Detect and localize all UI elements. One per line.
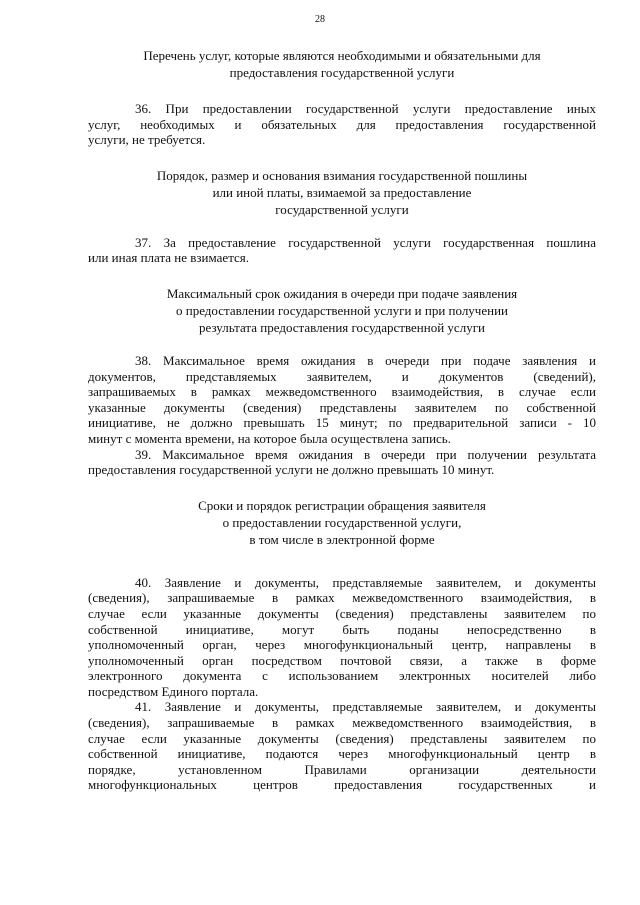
paragraph-line: 40. Заявление и документы, представляемые заявителем, и документы <box>135 574 596 590</box>
paragraph-line: случае если указанные документы (сведения) представлены заявителем по <box>88 605 596 621</box>
paragraph-39 <box>88 447 596 478</box>
paragraph-line: (сведения), запрашиваемые в рамках межведомственного взаимодействия, в <box>88 590 596 606</box>
paragraph-36 <box>88 101 596 148</box>
paragraph-line: уполномоченный орган, через многофункциональный центр, направлены в <box>88 637 596 653</box>
document-body <box>88 47 596 793</box>
heading-line: о предоставлении государственной услуги и при получении <box>176 302 508 318</box>
paragraph-line: документов, представляемых заявителем, и документов (сведений), <box>88 368 596 384</box>
paragraph-line: инициативе, не должно превышать 15 минут; по предварительной записи - 10 <box>88 415 596 431</box>
paragraph-line: собственной инициативе, могут быть поданы непосредственно в <box>88 621 596 637</box>
section-heading-services <box>88 47 596 81</box>
heading-line: Максимальный срок ожидания в очереди при подаче заявления <box>166 285 518 301</box>
paragraph-line: многофункциональных центров предоставления государственных и <box>88 777 596 793</box>
paragraph-line: или иная плата не взимается. <box>88 250 250 266</box>
heading-line: Порядок, размер и основания взимания государственной пошлины <box>156 167 528 183</box>
paragraph-line: 39. Максимальное время ожидания в очереди при получении результата <box>135 446 596 462</box>
paragraph-line: собственной инициативе, подаются через многофункциональный центр в <box>88 746 596 762</box>
heading-line: предоставления государственной услуги <box>229 65 455 80</box>
paragraph-line: 37. За предоставление государственной услуги государственная пошлина <box>135 234 596 250</box>
paragraph-line: порядке, установленном Правилами организации деятельности <box>88 761 596 777</box>
heading-line: о предоставлении государственной услуги, <box>222 514 462 530</box>
paragraph-40 <box>88 575 596 700</box>
paragraph-line: услуги, не требуется. <box>88 132 206 148</box>
paragraph-line: 38. Максимальное время ожидания в очереди при подаче заявления и <box>135 352 596 368</box>
paragraph-41 <box>88 699 596 793</box>
paragraph-line: (сведения), запрашиваемые в рамках межведомственного взаимодействия, в <box>88 715 596 731</box>
paragraph-line: 36. При предоставлении государственной услуги предоставление иных <box>135 101 596 116</box>
heading-line: результата предоставления государственной услуги <box>199 319 485 335</box>
paragraph-line: услуг, необходимых и обязательных для предоставления государственной <box>88 116 596 132</box>
heading-line: Сроки и порядок регистрации обращения заявителя <box>198 497 486 513</box>
paragraph-line: предоставления государственной услуги не должно превышать 10 минут. <box>88 462 495 478</box>
page-number: 28 <box>315 14 325 25</box>
section-heading-fee <box>88 167 596 218</box>
paragraph-line: запрашиваемых в рамках межведомственного взаимодействия, в случае если <box>88 384 596 400</box>
paragraph-37 <box>88 235 596 266</box>
paragraph-line: электронного документа с использованием электронных носителей либо <box>88 668 596 684</box>
paragraph-line: посредством Единого портала. <box>88 683 259 699</box>
heading-line: или иной платы, взимаемой за предоставление <box>212 184 472 200</box>
paragraph-line: минут с момента времени, на которое была осуществлена запись. <box>88 430 451 446</box>
heading-line: Перечень услуг, которые являются необходимыми и обязательными для <box>143 48 541 63</box>
heading-line: государственной услуги <box>275 201 409 217</box>
heading-line: в том числе в электронной форме <box>249 531 435 547</box>
paragraph-line: указанные документы (сведения) представлены заявителем по собственной <box>88 399 596 415</box>
section-heading-waiting-time <box>88 285 596 336</box>
section-heading-registration <box>88 497 596 548</box>
paragraph-line: 41. Заявление и документы, представляемые заявителем, и документы <box>135 699 596 715</box>
paragraph-38 <box>88 353 596 447</box>
paragraph-line: уполномоченный орган посредством почтовой связи, а также в форме <box>88 652 596 668</box>
paragraph-line: случае если указанные документы (сведения) представлены заявителем по <box>88 730 596 746</box>
